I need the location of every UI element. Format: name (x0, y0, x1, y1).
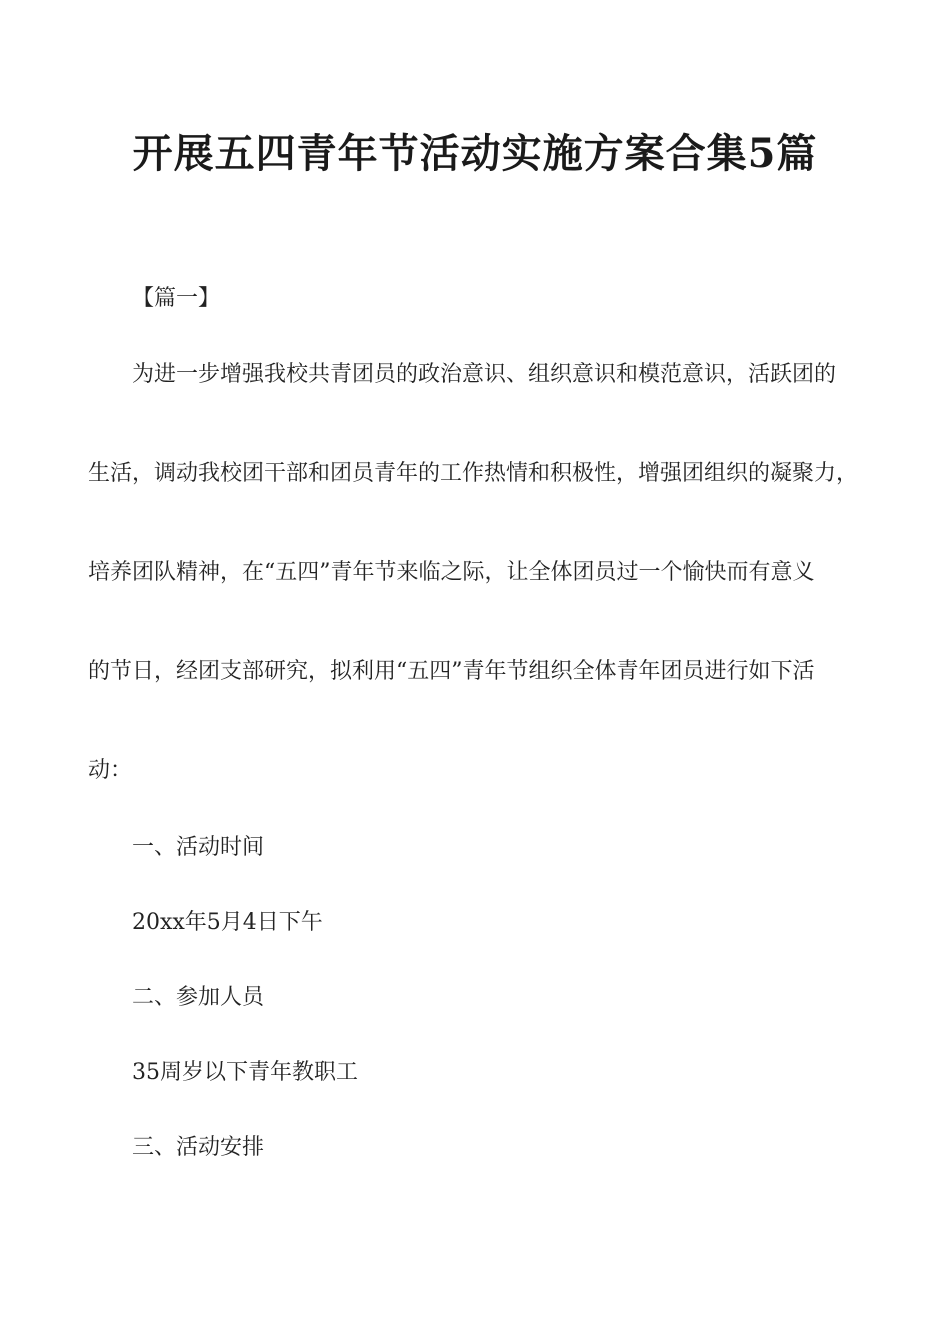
paragraph-line-4: 的节日，经团支部研究，拟利用“五四”青年节组织全体青年团员进行如下活 (88, 659, 815, 684)
participants-value: 35周岁以下青年教职工 (132, 1060, 358, 1085)
section-label: 【篇一】 (132, 286, 221, 311)
activity-time-value: 20xx年5月4日下午 (132, 910, 323, 935)
paragraph-line-3: 培养团队精神，在“五四”青年节来临之际，让全体团员过一个愉快而有意义 (88, 560, 815, 585)
heading-activity-schedule: 三、活动安排 (132, 1135, 265, 1160)
heading-activity-time: 一、活动时间 (132, 835, 265, 860)
paragraph-line-1: 为进一步增强我校共青团员的政治意识、组织意识和模范意识，活跃团的 (132, 362, 837, 387)
paragraph-line-5: 动： (88, 758, 133, 783)
paragraph-line-2: 生活，调动我校团干部和团员青年的工作热情和积极性，增强团组织的凝聚力， (88, 461, 859, 486)
document-title: 开展五四青年节活动实施方案合集5篇 (132, 130, 818, 177)
heading-participants: 二、参加人员 (132, 985, 265, 1010)
